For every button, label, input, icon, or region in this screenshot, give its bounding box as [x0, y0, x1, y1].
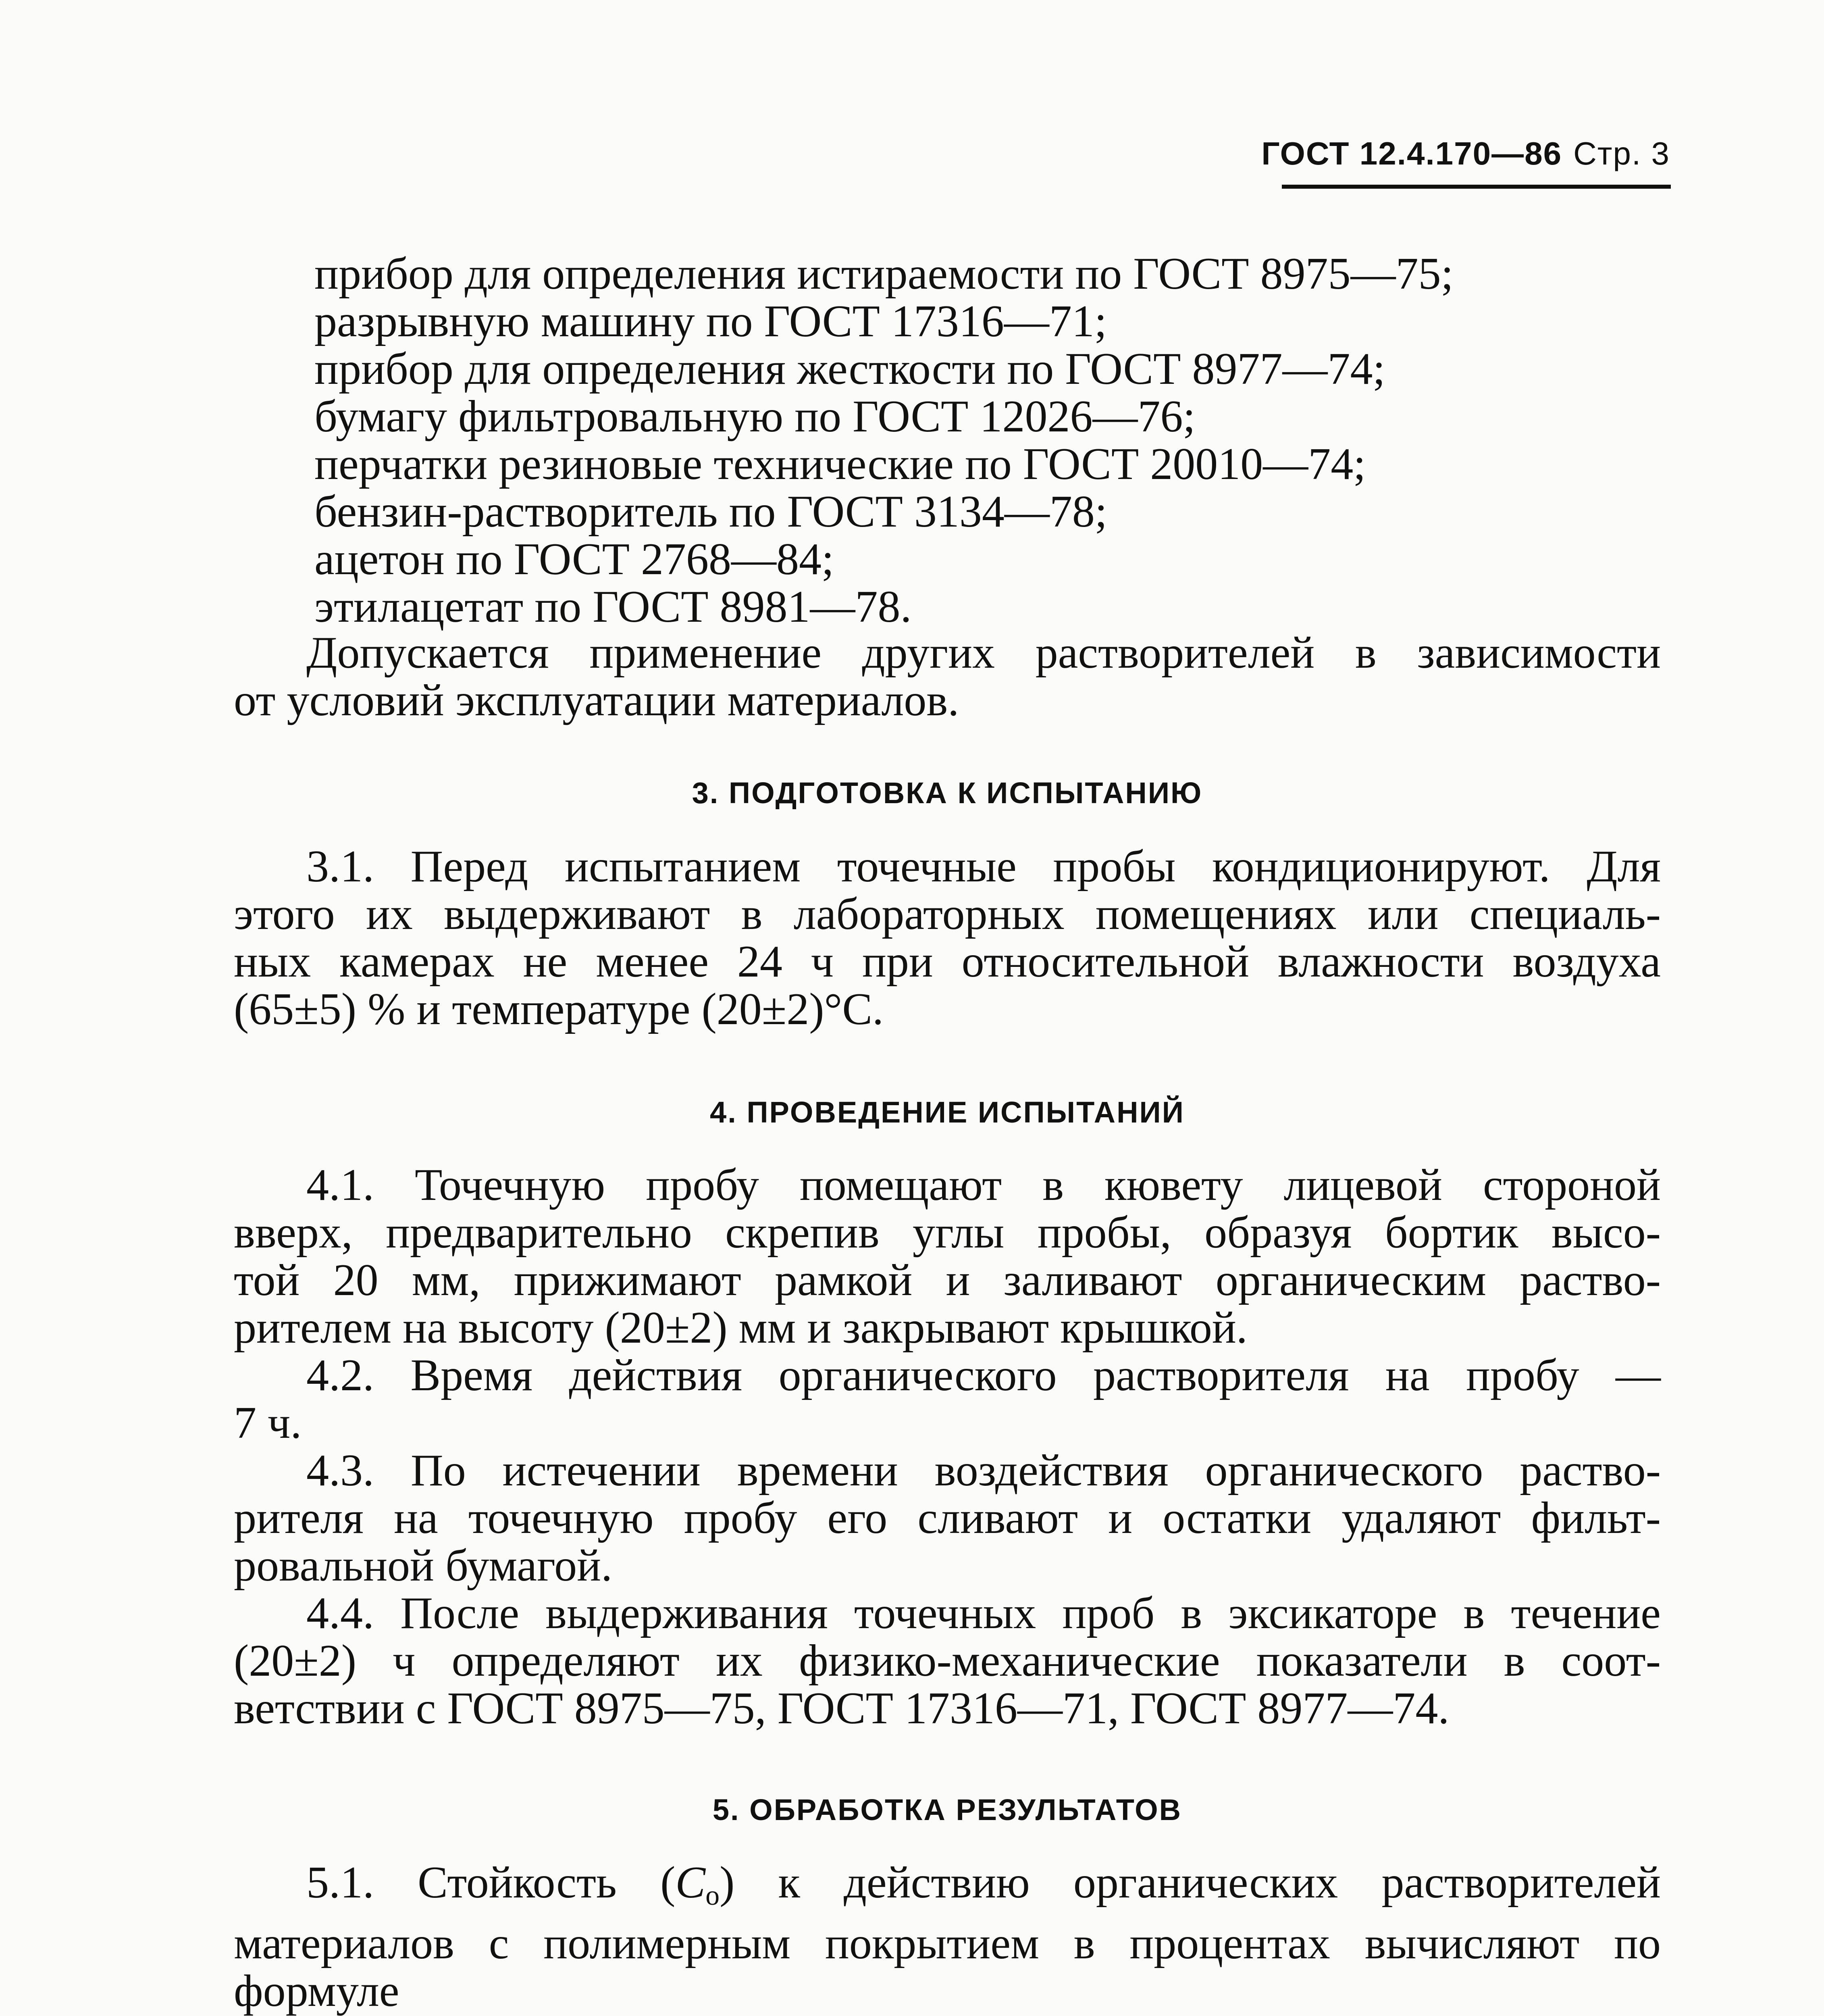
page-header: [1261, 130, 1670, 177]
paragraph-line: этого их выдерживают в лабораторных помещениях или специаль-: [234, 889, 1661, 939]
solvents-note: [234, 629, 1661, 724]
paragraph-line: [234, 1859, 1661, 1920]
list-item: прибор для определения жесткости по ГОСТ 8977—74;: [314, 344, 1385, 394]
paragraph-line: 4.1. Точечную пробу помещают в кювету лицевой стороной: [306, 1160, 1661, 1210]
equipment-list: [314, 250, 1661, 631]
paragraph-line: ровальной бумагой.: [234, 1541, 613, 1591]
paragraph-line: (65±5) % и температуре (20±2)°С.: [234, 984, 884, 1034]
paragraph-4-2: [234, 1352, 1661, 1447]
paragraph-text: ) к действию органических растворителей: [720, 1858, 1661, 1908]
paragraph-line: 4.3. По истечении времени воздействия органического раство-: [306, 1445, 1661, 1495]
list-item: ацетон по ГОСТ 2768—84;: [314, 534, 834, 584]
variable-subscript: о: [705, 1880, 720, 1911]
paragraph-4-1: [234, 1161, 1661, 1352]
list-item: бумагу фильтровальную по ГОСТ 12026—76;: [314, 392, 1196, 442]
paragraph-line: материалов с полимерным покрытием в процентах вычисляют по: [234, 1918, 1661, 1968]
section-5-heading: 5. ОБРАБОТКА РЕЗУЛЬТАТОВ: [712, 1793, 1182, 1826]
paragraph-line: 3.1. Перед испытанием точечные пробы кондиционируют. Для: [306, 841, 1661, 891]
paragraph-line: от условий эксплуатации материалов.: [234, 675, 959, 725]
list-item: разрывную машину по ГОСТ 17316—71;: [314, 296, 1107, 346]
list-item: перчатки резиновые технические по ГОСТ 20010—74;: [314, 439, 1366, 489]
paragraph-4-3: [234, 1447, 1661, 1589]
list-item: прибор для определения истираемости по ГОСТ 8975—75;: [314, 249, 1454, 299]
paragraph-line: 4.4. После выдерживания точечных проб в эксикаторе в течение: [306, 1588, 1661, 1638]
paragraph-4-4: [234, 1589, 1661, 1732]
paragraph-line: той 20 мм, прижимают рамкой и заливают органическим раство-: [234, 1255, 1661, 1305]
paragraph-text: 5.1. Стойкость (: [306, 1858, 676, 1908]
page-number: Стр. 3: [1573, 135, 1670, 171]
paragraph-line: 7 ч.: [234, 1398, 302, 1448]
paragraph-line: рителя на точечную пробу его сливают и остатки удаляют фильт-: [234, 1493, 1661, 1543]
paragraph-line: 4.2. Время действия органического растворителя на пробу —: [306, 1350, 1661, 1400]
header-rule: [1282, 185, 1671, 189]
paragraph-line: (20±2) ч определяют их физико-механические показатели в соот-: [234, 1636, 1661, 1686]
paragraph-3-1: [234, 843, 1661, 1033]
list-item: бензин-растворитель по ГОСТ 3134—78;: [314, 487, 1107, 537]
paragraph-5-1: [234, 1859, 1661, 2015]
section-3-heading: 3. ПОДГОТОВКА К ИСПЫТАНИЮ: [692, 776, 1203, 810]
paragraph-line: рителем на высоту (20±2) мм и закрывают крышкой.: [234, 1303, 1248, 1353]
standard-number: ГОСТ 12.4.170—86: [1261, 135, 1562, 171]
paragraph-line: ных камерах не менее 24 ч при относительной влажности воздуха: [234, 937, 1661, 987]
section-4-heading: 4. ПРОВЕДЕНИЕ ИСПЫТАНИЙ: [710, 1095, 1185, 1129]
variable-symbol: С: [675, 1858, 706, 1908]
paragraph-line: Допускается применение других растворителей в зависимости: [306, 628, 1661, 678]
paragraph-line: вверх, предварительно скрепив углы пробы, образуя бортик высо-: [234, 1208, 1661, 1258]
paragraph-line: ветствии с ГОСТ 8975—75, ГОСТ 17316—71, ГОСТ 8977—74.: [234, 1683, 1450, 1733]
paragraph-line: формуле: [234, 1966, 399, 2016]
list-item: этилацетат по ГОСТ 8981—78.: [314, 582, 912, 632]
